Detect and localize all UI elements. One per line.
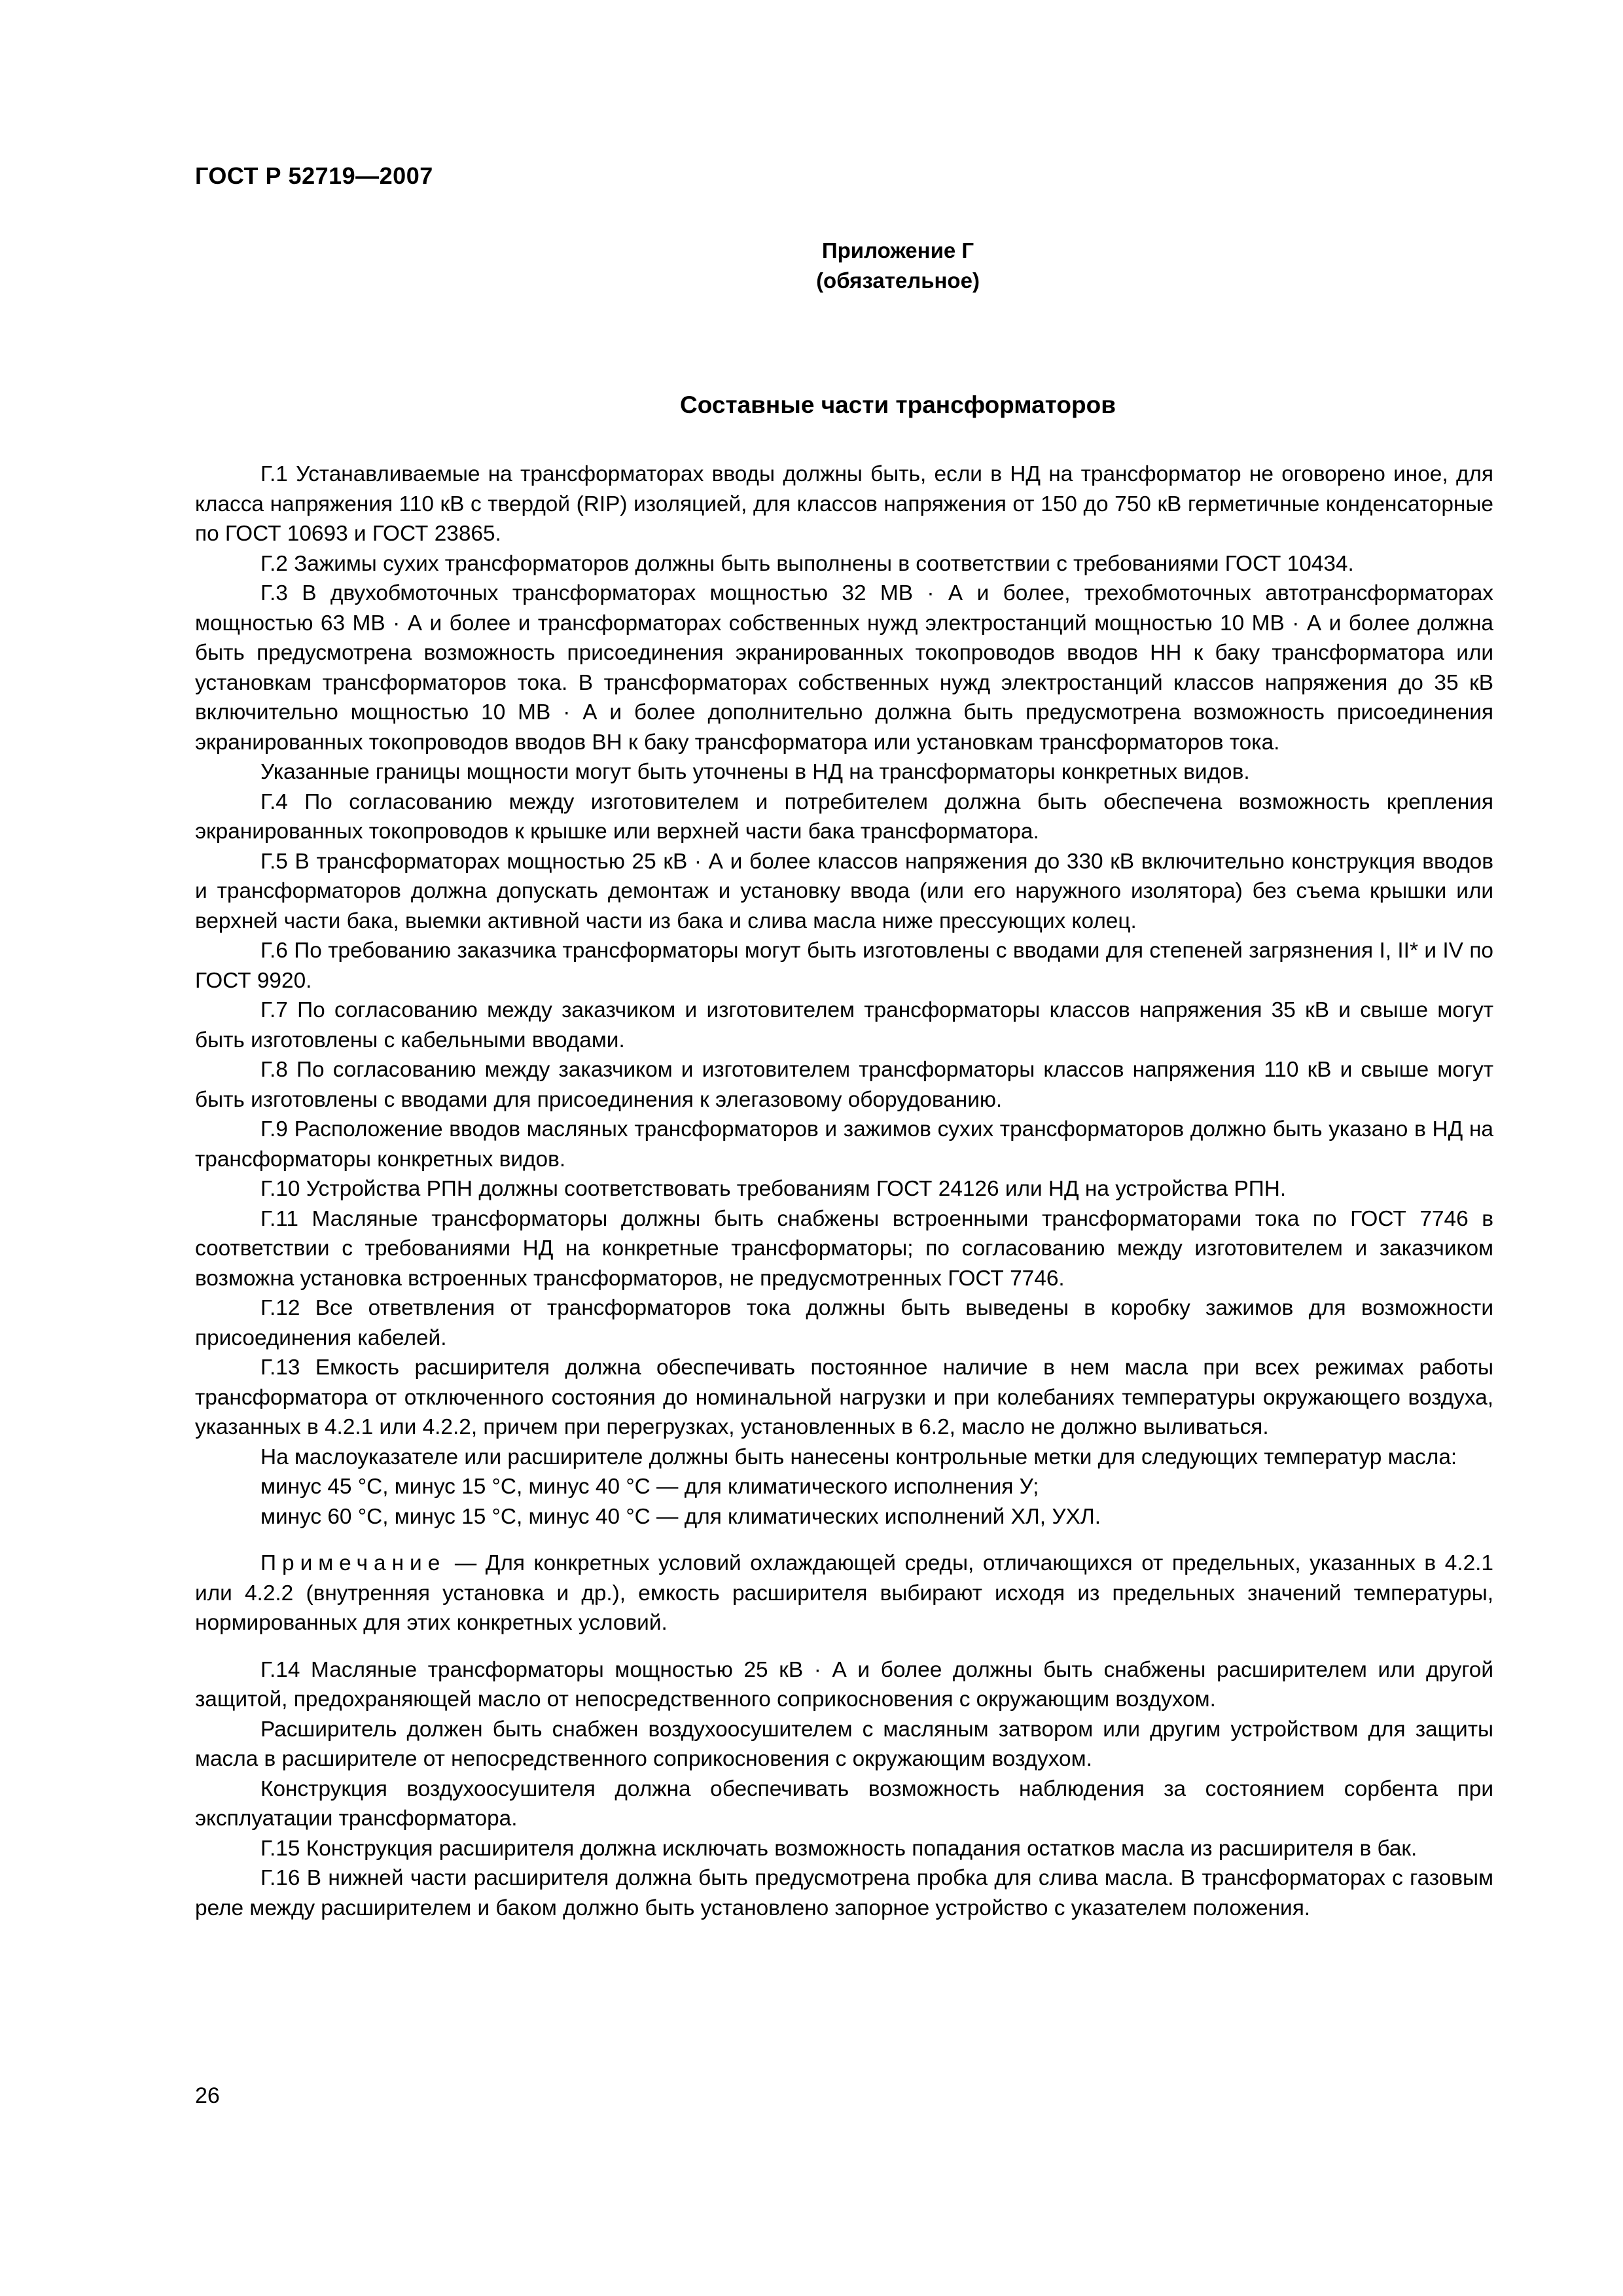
- paragraph-g4: Г.4 По согласованию между изготовителем и потребителем должна быть обеспечена возможность крепления экранированных токопроводов к крышке или верхней части бака трансформатора.: [195, 789, 1493, 844]
- paragraph-g7: Г.7 По согласованию между заказчиком и изготовителем трансформаторы классов напряжения 35 кВ и свыше могут быть изготовлены с кабельными вводами.: [195, 998, 1493, 1052]
- paragraph-breather-design: Конструкция воздухоосушителя должна обеспечивать возможность наблюдения за состоянием сорбента при эксплуатации трансформатора.: [195, 1776, 1493, 1831]
- paragraph-power-limits: Указанные границы мощности могут быть уточнены в НД на трансформаторы конкретных видов.: [260, 760, 1250, 784]
- temperature-line-u: минус 45 °С, минус 15 °С, минус 40 °С — для климатического исполнения У;: [260, 1475, 1039, 1499]
- appendix-heading: [0, 236, 1623, 296]
- paragraph-g11: Г.11 Масляные трансформаторы должны быть снабжены встроенными трансформаторами тока по ГОСТ 7746 в соответствии с требованиями НД на конкретные трансформаторы; по согласованию между изготовителем и заказчиком возможна установка встроенных трансформаторов, не предусмотренных ГОСТ 7746.: [195, 1206, 1493, 1291]
- paragraph-g9: Г.9 Расположение вводов масляных трансформаторов и зажимов сухих трансформаторов должно быть указано в НД на трансформаторы конкретных видов.: [195, 1117, 1493, 1172]
- paragraph-g3: Г.3 В двухобмоточных трансформаторах мощностью 32 МВ · А и более, трехобмоточных автотрансформаторах мощностью 63 МВ · А и более и трансформаторах собственных нужд электростанций мощностью 10 МВ · А и более должна быть предусмотрена возможность присоединения экранированных токопроводов вводов НН к баку трансформатора или установкам трансформаторов тока. В трансформаторах собственных нужд электростанций классов напряжения до 35 кВ включительно мощностью 10 МВ · А и более дополнительно должна быть предусмотрена возможность присоединения экранированных токопроводов вводов ВН к баку трансформатора или установкам трансформаторов тока.: [195, 581, 1493, 755]
- paragraph-g12: Г.12 Все ответвления от трансформаторов тока должны быть выведены в коробку зажимов для возможности присоединения кабелей.: [195, 1296, 1493, 1350]
- note-text: — Для конкретных условий охлаждающей среды, отличающихся от предельных, указанных в 4.2.1 или 4.2.2 (внутренняя установка и др.), емкость расширителя выбирают исходя из предельных значений температуры, нормированных для этих конкретных условий.: [195, 1551, 1493, 1635]
- paragraph-g6: Г.6 По требованию заказчика трансформаторы могут быть изготовлены с вводами для степеней загрязнения I, II* и IV по ГОСТ 9920.: [195, 939, 1493, 993]
- paragraph-breather: Расширитель должен быть снабжен воздухоосушителем с масляным затвором или другим устройством для защиты масла в расширителе от непосредственного соприкосновения с окружающим воздухом.: [195, 1717, 1493, 1771]
- paragraph-g8: Г.8 По согласованию между заказчиком и изготовителем трансформаторы классов напряжения 110 кВ и свыше могут быть изготовлены с вводами для присоединения к элегазовому оборудованию.: [195, 1058, 1493, 1112]
- paragraph-oil-marks: На маслоуказателе или расширителе должны быть нанесены контрольные метки для следующих температур масла:: [260, 1444, 1457, 1469]
- paragraph-g16: Г.16 В нижней части расширителя должна быть предусмотрена пробка для слива масла. В трансформаторах с газовым реле между расширителем и баком должно быть установлено запорное устройство с указателем положения.: [195, 1866, 1493, 1920]
- document-body: [195, 459, 1493, 1923]
- page-number: 26: [195, 2083, 220, 2108]
- appendix-status: (обязательное): [816, 268, 980, 293]
- paragraph-g5: Г.5 В трансформаторах мощностью 25 кВ · А и более классов напряжения до 330 кВ включительно конструкция вводов и трансформаторов должна допускать демонтаж и установку ввода (или его наружного изолятора) без съема крышки или верхней части бака, выемки активной части из бака и слива масла ниже прессующих колец.: [195, 849, 1493, 933]
- appendix-label: Приложение Г: [821, 238, 974, 262]
- paragraph-g13: Г.13 Емкость расширителя должна обеспечивать постоянное наличие в нем масла при всех режимах работы трансформатора от отключенного состояния до номинальной нагрузки и при колебаниях температуры окружающего воздуха, указанных в 4.2.1 или 4.2.2, причем при перегрузках, установленных в 6.2, масло не должно выливаться.: [195, 1355, 1493, 1439]
- paragraph-g2: Г.2 Зажимы сухих трансформаторов должны быть выполнены в соответствии с требованиями ГОСТ 10434.: [260, 551, 1354, 576]
- note-label: Примечание: [260, 1551, 446, 1575]
- paragraph-g15: Г.15 Конструкция расширителя должна исключать возможность попадания остатков масла из расширителя в бак.: [260, 1836, 1418, 1861]
- paragraph-g14: Г.14 Масляные трансформаторы мощностью 25 кВ · А и более должны быть снабжены расширителем или другой защитой, предохраняющей масло от непосредственного соприкосновения с окружающим воздухом.: [195, 1657, 1493, 1712]
- section-title: Составные части трансформаторов: [680, 391, 1116, 418]
- note: [195, 1549, 1493, 1638]
- document-header: ГОСТ Р 52719—2007: [195, 162, 433, 189]
- temperature-line-khl: минус 60 °С, минус 15 °С, минус 40 °С — для климатических исполнений ХЛ, УХЛ.: [260, 1504, 1101, 1529]
- paragraph-g1: Г.1 Устанавливаемые на трансформаторах вводы должны быть, если в НД на трансформатор не оговорено иное, для класса напряжения 110 кВ с твердой (RIP) изоляцией, для классов напряжения от 150 до 750 кВ герметичные конденсаторные по ГОСТ 10693 и ГОСТ 23865.: [195, 462, 1493, 546]
- paragraph-g10: Г.10 Устройства РПН должны соответствовать требованиям ГОСТ 24126 или НД на устройства РПН.: [260, 1177, 1287, 1201]
